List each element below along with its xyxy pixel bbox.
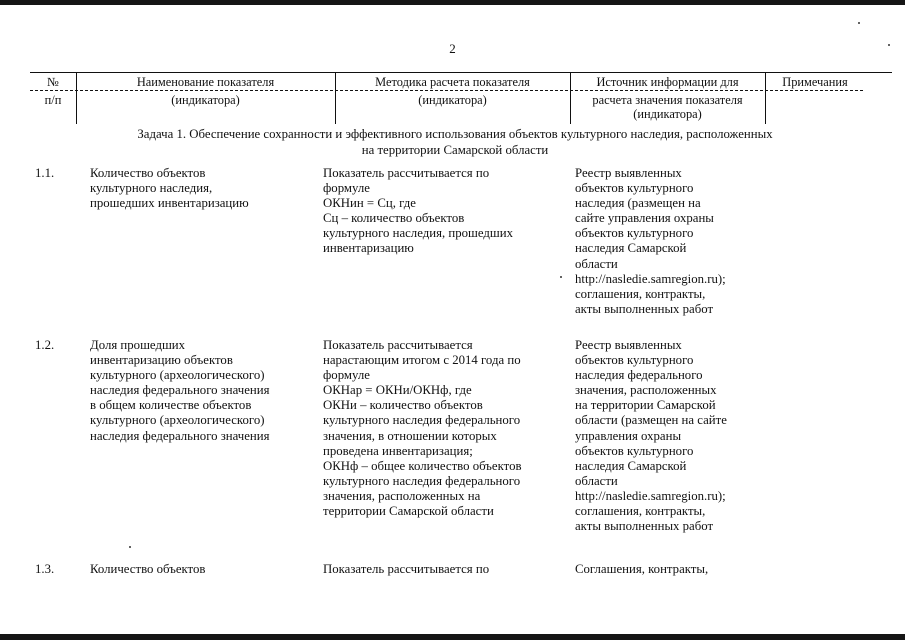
header-source: Источник информации для расчета значения показателя (индикатора) [592,75,743,121]
header-method: Методика расчета показателя (индикатора) [375,75,530,107]
header-top-rule [30,72,892,73]
scan-border-bottom [0,634,905,640]
task-heading: Задача 1. Обеспечение сохранности и эффективного использования объектов культурного наследия, расположенных на территории Самарской области [137,127,773,157]
row-method: Показатель рассчитывается нарастающим итогом с 2014 года по формуле ОКНар = ОКНи/ОКНф, где ОКНи – количество объектов культурного наследия федерального значения, в отношении которых проведена инвентаризация; ОКНф – общее количество объектов культурного наследия федерального значения, расположенных на территории Самарской области [323,338,522,519]
header-num: № п/п [44,75,62,107]
row-number: 1.2. [35,338,55,352]
scan-speck [129,546,131,548]
row-name: Доля прошедших инвентаризацию объектов культурного (археологического) наследия федерального значения в общем количестве объектов культурного (археологического) наследия федерального значения [90,338,270,443]
table-header [30,72,892,124]
scan-border-top [0,0,905,5]
scan-speck [858,22,860,24]
row-number: 1.1. [35,166,55,180]
row-method: Показатель рассчитывается по [323,562,490,576]
row-name: Количество объектов культурного наследия, прошедших инвентаризацию [90,166,249,211]
row-name: Количество объектов [90,562,206,576]
scan-speck [560,276,562,278]
row-method: Показатель рассчитывается по формуле ОКНин = Сц, где Сц – количество объектов культурного наследия, прошедших инвентаризацию [323,166,513,256]
scan-speck [888,44,890,46]
page-number: 2 [449,41,456,56]
header-name: Наименование показателя (индикатора) [136,75,275,107]
row-number: 1.3. [35,562,55,576]
header-note: Примечания [782,75,848,89]
row-source: Соглашения, контракты, [575,562,709,576]
row-source: Реестр выявленных объектов культурного наследия (размещен на сайте управления охраны объектов культурного наследия Самарской области http://nasledie.samregion.ru); соглашения, контракты, акты выполненных работ [575,166,726,316]
row-source: Реестр выявленных объектов культурного наследия федерального значения, расположенных на территории Самарской области (размещен на сайте управления охраны объектов культурного наследия Самарской области http://nasledie.samregion.ru); соглашения, контракты, акты выполненных работ [575,338,727,534]
